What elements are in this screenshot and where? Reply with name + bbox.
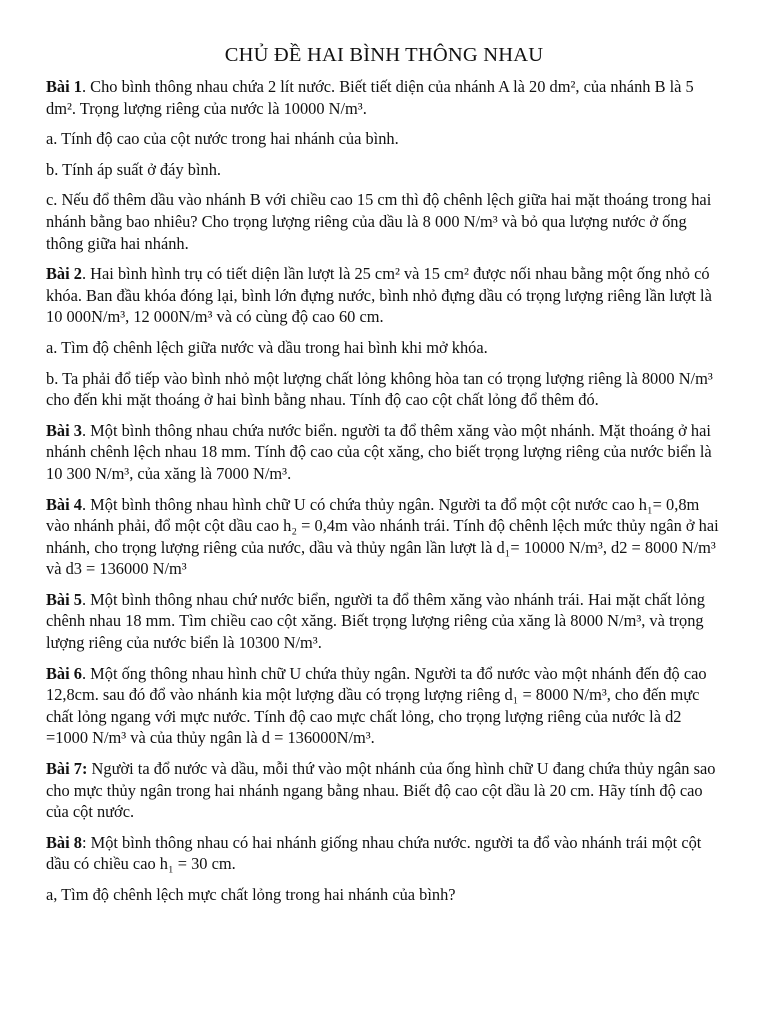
document-title: CHỦ ĐỀ HAI BÌNH THÔNG NHAU [224, 44, 544, 66]
problem-label: Bài 2 [46, 264, 82, 284]
problem-label: Bài 1 [46, 77, 82, 96]
paragraph-text: a. Tìm độ chênh lệch giữa nước và dầu trong hai bình khi mở khóa. [46, 337, 488, 357]
problem-5-statement [46, 589, 722, 654]
problem-label: Bài 7: [46, 759, 88, 779]
problem-label: Bài 3 [46, 420, 82, 440]
paragraph-text: . Cho bình thông nhau chứa 2 lít nước. Biết tiết diện của nhánh A là 20 dm², của nhánh B là 5 dm². Trọng lượng riêng của nước là 10000 N/m³. [46, 77, 694, 118]
paragraph-text: . Một bình thông nhau chứa nước biển. người ta đổ thêm xăng vào một nhánh. Mặt thoáng ở hai nhánh chênh lệch nhau 18 mm. Tính độ cao của cột xăng, cho biết trọng lượng riêng của nước biển là 10 300 N/m³, của xăng là 7000 N/m³. [46, 420, 712, 483]
paragraph-text: . Hai bình hình trụ có tiết diện lần lượt là 25 cm² và 15 cm² được nối nhau bằng một ống nhỏ có khóa. Ban đầu khóa đóng lại, bình lớn đựng nước, bình nhỏ đựng dầu có trọng lượng riêng lần lượt là 10 000N/m³, 12 000N/m³ và có cùng độ cao 60 cm. [46, 264, 712, 327]
problem-label: Bài 8 [46, 832, 82, 852]
problem-8-part-a [46, 884, 722, 906]
problem-label: Bài 5 [46, 589, 82, 609]
problem-2-statement [46, 263, 722, 328]
problem-label: Bài 6 [46, 663, 82, 683]
paragraph-text: b. Tính áp suất ở đáy bình. [46, 159, 221, 179]
problem-3-statement [46, 420, 722, 485]
paragraph-text: Người ta đổ nước và dầu, mỗi thứ vào một nhánh của ống hình chữ U đang chứa thủy ngân sao cho mực thủy ngân trong hai nhánh ngang bằng nhau. Biết độ cao cột dầu là 20 cm. Hãy tính độ cao của cột nước. [46, 759, 716, 822]
problem-1-part-b [46, 159, 722, 181]
problem-7-statement [46, 758, 722, 823]
paragraph-text: . Một bình thông nhau chứ nước biển, người ta đổ thêm xăng vào nhánh trái. Hai mặt chất lỏng chênh nhau 18 mm. Tìm chiều cao cột xăng. Biết trọng lượng riêng của xăng là 8000 N/m³, và trọng lượng riêng của nước biển là 10300 N/m³. [46, 589, 705, 653]
paragraph-text: b. Ta phải đổ tiếp vào bình nhỏ một lượng chất lỏng không hòa tan có trọng lượng riêng là 8000 N/m³ cho đến khi mặt thoáng ở hai bình bằng nhau. Tính độ cao cột chất lỏng đổ thêm đó. [46, 368, 713, 410]
paragraph-text: a, Tìm độ chênh lệch mực chất lỏng trong hai nhánh của bình? [46, 885, 456, 904]
problem-2-part-b [46, 368, 722, 411]
problem-label: Bài 4 [46, 494, 82, 514]
problem-1-statement [46, 76, 722, 119]
paragraph-text: a. Tính độ cao của cột nước trong hai nhánh của bình. [46, 129, 399, 149]
problem-4-statement [46, 494, 722, 580]
paragraph-text: . Một ống thông nhau hình chữ U chứa thủy ngân. Người ta đổ nước vào một nhánh đến độ cao 12,8cm. sau đó đổ vào nhánh kia một lượng dầu có trọng lượng riêng d₁ = 8000 N/m³, cho đến mực chất lỏng ngang với mực nước. Tính độ cao mực chất lỏng, cho trọng lượng riêng của nước là d2 =1000 N/m³ và của thủy ngân là d = 136000N/m³. [46, 663, 707, 748]
paragraph-text: c. Nếu đổ thêm dầu vào nhánh B với chiều cao 15 cm thì độ chênh lệch giữa hai mặt thoáng trong hai nhánh bằng bao nhiêu? Cho trọng lượng riêng của dầu là 8 000 N/m³ và bỏ qua lượng nước ở ống thông giữa hai nhánh. [46, 190, 712, 253]
problem-6-statement [46, 663, 722, 749]
problem-1-part-a [46, 128, 722, 150]
problem-8-statement [46, 832, 722, 875]
problem-1-part-c [46, 189, 722, 254]
paragraph-text: : Một bình thông nhau có hai nhánh giống nhau chứa nước. người ta đổ vào nhánh trái một cột dầu có chiều cao h₁ = 30 cm. [46, 832, 702, 874]
problem-2-part-a [46, 337, 722, 359]
paragraph-text: . Một bình thông nhau hình chữ U có chứa thủy ngân. Người ta đổ một cột nước cao h₁= 0,8m vào nhánh phải, đổ một cột dầu cao h₂ = 0,4m vào nhánh trái. Tính độ chênh lệch mức thủy ngân ở hai nhánh, cho trọng lượng riêng của nước, dầu và thủy ngân lần lượt là d₁= 10000 N/m³, d2 = 8000 N/m³ và d3 = 136000 N/m³ [46, 494, 719, 579]
